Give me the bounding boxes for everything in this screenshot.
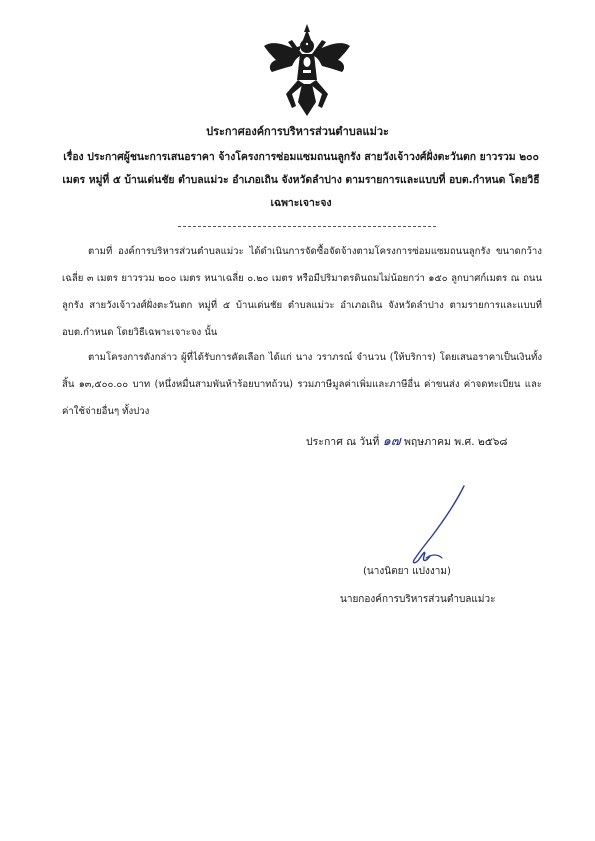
announcement-month-year: พฤษภาคม พ.ศ. ๒๕๖๘ bbox=[404, 436, 508, 448]
paragraph-1-text: ตามที่ องค์การบริหารส่วนตำบลแม่วะ ได้ดำเนินการจัดซื้อจัดจ้างตามโครงการซ่อมแซมถนนลูกรัง ขนาดกว้างเฉลี่ย ๓ เมตร ยาวรวม ๒๐๐ เมตร หนาเฉลี่ย ๐.๒๐ เมตร หรือมีปริมาตรดินถมไม่น้อยกว่า ๑๕๐ ลูกบาศก์เมตร ณ ถนนลูกรัง สายวังเจ้าวงศ์ฝั่งตะวันตก หมู่ที่ ๕ บ้านเด่นชัย ตำบลแม่วะ อำเภอเถิน จังหวัดลำปาง ตามรายการและแบบที่ อบต.กำหนด โดยวิธีเฉพาะเจาะจง นั้น bbox=[62, 246, 542, 338]
organization-title: ประกาศองค์การบริหารส่วนตำบลแม่วะ bbox=[206, 125, 389, 138]
paragraph-winner-details bbox=[62, 344, 542, 425]
signatory-position: นายกองค์การบริหารส่วนตำบลแม่วะ bbox=[340, 594, 496, 605]
garuda-emblem bbox=[262, 22, 352, 118]
paragraph-project-details bbox=[62, 238, 542, 346]
paragraph-2-text: ตามโครงการดังกล่าว ผู้ที่ได้รับการคัดเลือก ได้แก่ นาง วราภรณ์ จำนวน (ให้บริการ) โดยเสนอราคาเป็นเงินทั้งสิ้น ๑๓,๕๐๐.๐๐ บาท (หนึ่งหมื่นสามพันห้าร้อยบาทถ้วน) รวมภาษีมูลค่าเพิ่มและภาษีอื่น ค่าขนส่ง ค่าจดทะเบียน และค่าใช้จ่ายอื่นๆ ทั้งปวง bbox=[62, 352, 542, 417]
announcement-day-handwritten: ๑๗ bbox=[382, 434, 401, 449]
announcement-subject: เรื่อง ประกาศผู้ชนะการเสนอราคา จ้างโครงการซ่อมแซมถนนลูกรัง สายวังเจ้าวงศ์ฝั่งตะวันตก ยาวรวม ๒๐๐ เมตร หมู่ที่ ๕ บ้านเด่นชัย ตำบลแม่วะ อำเภอเถิน จังหวัดลำปาง ตามรายการและแบบที่ อบต.กำหนด โดยวิธีเฉพาะเจาะจง bbox=[62, 151, 540, 209]
announcement-prefix: ประกาศ ณ วันที่ bbox=[306, 436, 380, 448]
dashed-divider bbox=[178, 226, 436, 227]
announcement-date bbox=[306, 430, 508, 451]
signatory-name: (นางนิตยา แปงงาม) bbox=[363, 566, 451, 577]
